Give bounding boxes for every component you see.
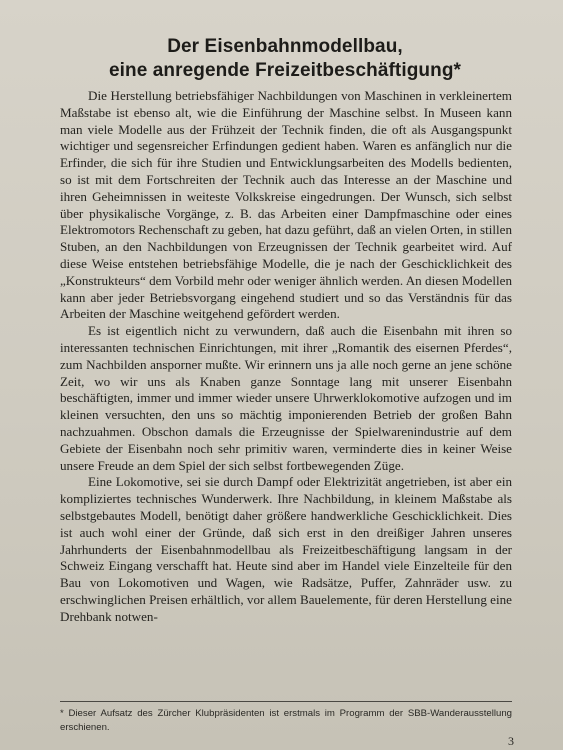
page-title-line-1: Der Eisenbahnmodellbau, — [167, 36, 403, 57]
footnote-rule — [60, 701, 512, 702]
article-body — [60, 88, 512, 626]
paragraph-1: Die Herstellung betriebsfähiger Nachbildungen von Maschinen in verkleinertem Maßstabe ist ebenso alt, wie die Einführung der Maschine selbst. In Museen kann man viele Modelle aus der Frühzeit der Technik finden, die oft als Ausgangspunkt wichtiger und segensreicher Erfindungen gedient haben. Waren es anfänglich nur die Erfinder, die sich für ihre Studien und Entwicklungsarbeiten des Modells bedienten, so ist mit dem Fortschreiten der Technik auch das Interesse an der Maschine und ihren Geheimnissen in weiteste Volkskreise eingedrungen. Der Wunsch, sich selbst über physikalische Vorgänge, z. B. das Arbeiten einer Dampfmaschine oder eines Elektromotors Rechenschaft zu geben, hat dazu geführt, daß an vielen Orten, in stillen Stuben, an den Nachbildungen von Erzeugnissen der Technik gearbeitet wird. Auf diese Weise entstehen betriebsfähige Modelle, die je nach der Geschicklichkeit des „Konstrukteurs“ dem Vorbild mehr oder weniger ähnlich werden. An diesen Modellen kann aber jeder Betriebsvorgang eingehend studiert und so das Verständnis für das Arbeiten der Maschine weitgehend gefördert werden. — [60, 88, 512, 322]
footnote: * Dieser Aufsatz des Zürcher Klubpräsidenten ist erstmals im Programm der SBB-Wanderausstellung erschienen. — [60, 708, 512, 733]
paragraph-3: Eine Lokomotive, sei sie durch Dampf oder Elektrizität angetrieben, ist aber ein kompliziertes technisches Wunderwerk. Ihre Nachbildung, in kleinem Maßstabe als selbstgebautes Modell, benötigt daher größere handwerkliche Geschicklichkeit. Dies ist auch wohl einer der Gründe, daß sich erst in den dreißiger Jahren unseres Jahrhunderts der Eisenbahnmodellbau als Freizeitbeschäftigung langsam in der Schweiz Eingang verschafft hat. Heute sind aber im Handel viele Einzelteile für den Bau von Lokomotiven und Wagen, wie Radsätze, Puffer, Zahnräder usw. zu erschwinglichen Preisen erhältlich, vor allem Bauelemente, für deren Herstellung eine Drehbank notwen- — [60, 474, 512, 624]
page-number: 3 — [508, 734, 514, 748]
page-title-line-2: eine anregende Freizeitbeschäftigung* — [108, 60, 462, 81]
paragraph-2: Es ist eigentlich nicht zu verwundern, daß auch die Eisenbahn mit ihren so interessanten technischen Einrichtungen, mit ihrer „Romantik des eisernen Pferdes“, zum Nachbilden ansporner mußte. Wir erinnern uns ja alle noch gerne an jene schöne Zeit, wo wir uns als Knaben ganze Sonntage lang mit unserer Eisenbahn beschäftigten, immer und immer wieder unsere Uhrwerklokomotive aufzogen und im kleinen versuchten, den uns so mächtig imponierenden Betrieb der großen Bahn nachzuahmen. Obschon damals die Erzeugnisse der Spielwarenindustrie auf dem Gebiete der Eisenbahn noch sehr primitiv waren, verminderte dies in keiner Weise unsere Freude an dem Spiel der sich selbst fortbewegenden Züge. — [60, 323, 512, 473]
